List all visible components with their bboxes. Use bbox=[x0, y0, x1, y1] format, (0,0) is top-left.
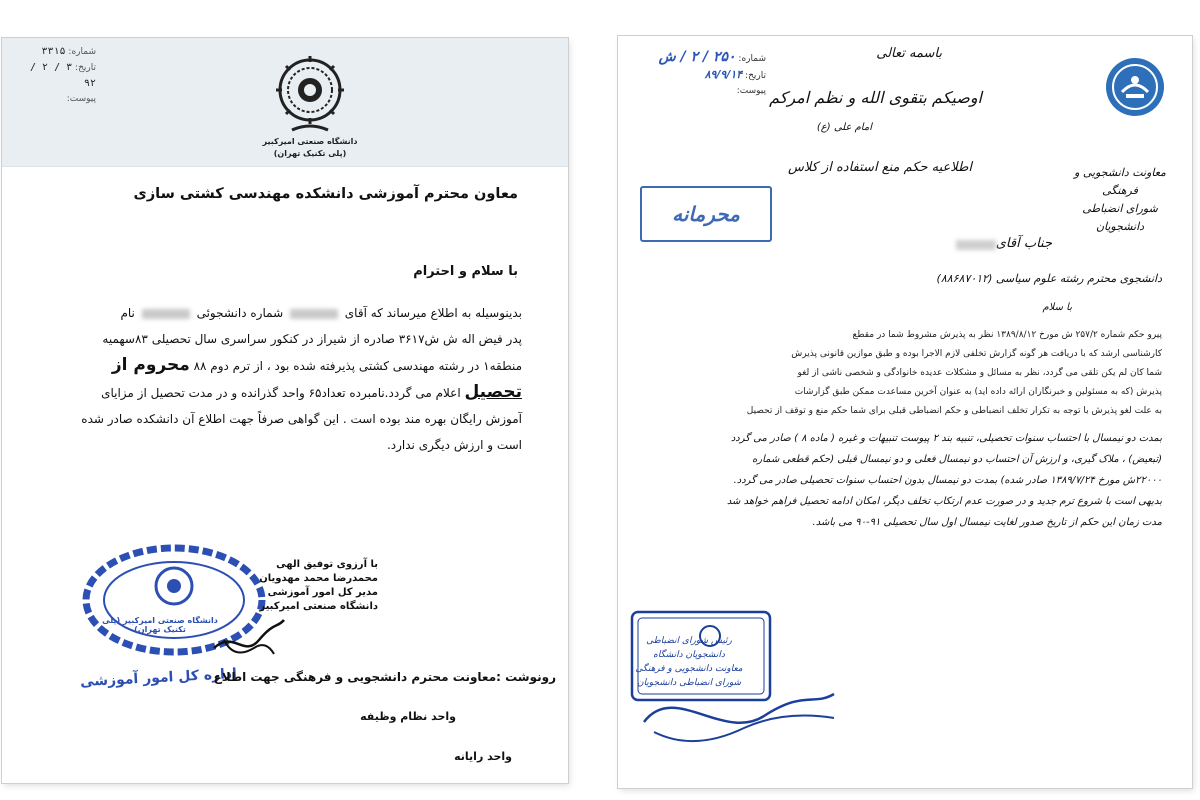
header-bismillah: باسمه تعالی bbox=[876, 46, 942, 61]
letter-body bbox=[46, 300, 522, 458]
letter-meta bbox=[636, 50, 766, 99]
handwritten-line: ۲۲۰۰۰ش مورخ ۱۳۸۹/۷/۲۴ صادر شده) بمدت دو نیمسال بدون احتساب سنوات تحصیلی صادر می گردد. bbox=[733, 475, 1162, 486]
cc-title: رونوشت :معاونت محترم دانشجویی و فرهنگی جهت اطلاع bbox=[213, 670, 556, 684]
expelled-emphasis: محروم از bbox=[111, 355, 190, 375]
department-line: شورای انضباطی دانشجویان bbox=[1082, 202, 1158, 233]
cc-item: واحد نظام وظیفه bbox=[360, 710, 456, 723]
student-line: دانشجوی محترم رشته علوم سیاسی (۸۸۶۸۷۰۱۲) bbox=[936, 272, 1162, 285]
meta-date-label: تاریخ: bbox=[745, 71, 766, 81]
handwritten-line: مدت زمان این حکم از تاریخ صدور لغایت نیمسال اول سال تحصیلی ۹۱-۹۰ می باشد. bbox=[812, 517, 1162, 528]
right-letter bbox=[618, 36, 1192, 788]
handwritten-line: (تبعیض) ، ملاک گیری، و ارزش آن احتساب دو نیمسال فعلی و دو نیمسال قبلی (حکم قطعی شماره bbox=[752, 454, 1162, 465]
handwritten-line: بدیهی است با شروع ترم جدید و در صورت عدم ارتکاب تخلف دیگر، امکان ادامه تحصیل فراهم خواهد شد bbox=[726, 496, 1162, 507]
cc-item: واحد رایانه bbox=[454, 750, 512, 763]
left-letter bbox=[2, 38, 568, 783]
typed-line: شما کان لم یکن تلقی می گردد، نظر به مسائل و مشکلات عدیده خانوادگی و شخصی ناشی از لغو bbox=[797, 368, 1162, 378]
body-text: شماره دانشجوئی bbox=[196, 306, 284, 320]
body-text: نام bbox=[120, 306, 135, 320]
greeting: با سلام و احترام bbox=[413, 264, 518, 279]
body-line-5: آموزش رایگان بهره مند بوده است . این گواهی صرفاً جهت اطلاع آن دانشکده صادر شده bbox=[81, 412, 522, 426]
ref-number-label: شماره: bbox=[68, 47, 96, 57]
meta-date: ۸۹/۹/۱۴ bbox=[704, 68, 743, 81]
ref-number: ۳۳۱۵ bbox=[41, 46, 66, 57]
letter-body-typed bbox=[642, 326, 1162, 421]
stamp-ring-text: دانشگاه صنعتی امیرکبیر (پلی تکنیک تهران) bbox=[102, 616, 218, 634]
signature-line: مدیر کل امور آموزشی bbox=[267, 587, 378, 598]
body-text: اعلام می گردد.نامبرده تعداد۶۵ واحد گذرانده و در مدت تحصیل از مزایای bbox=[101, 386, 461, 400]
body-line-1 bbox=[46, 300, 522, 326]
header-quote-source: امام علی (ع) bbox=[816, 122, 872, 133]
stamp-line: شورای انضباطی دانشجویان bbox=[636, 678, 742, 688]
handwritten-line: بمدت دو نیمسال با احتساب سنوات تحصیلی، تنبیه بند ۲ پیوست تنبیهات و غیره ( ماده ۸ ) صادر می گردد bbox=[730, 433, 1162, 444]
ref-date: ۳ / ۲ /۹۲ bbox=[30, 62, 96, 89]
body-line-6: است و ارزش دیگری ندارد. bbox=[386, 438, 522, 452]
body-line-2: پدر فیض اله ش ش۳۶۱۷ صادره از شیراز در کنکور سراسری سال تحصیلی ۸۳سهمیه bbox=[102, 332, 522, 346]
university-subtitle: (پلی تکنیک تهران) bbox=[273, 149, 347, 158]
ref-date-label: تاریخ: bbox=[75, 63, 96, 73]
letter-body-handwritten bbox=[642, 428, 1162, 533]
signature-line: محمدرضا محمد مهدویان bbox=[259, 573, 378, 584]
body-text: بدینوسیله به اطلاع میرساند که آقای bbox=[344, 306, 522, 320]
typed-line: به علت لغو پذیرش با توجه به تکرار تخلف انضباطی و حکم انضباطی قبلی برای شما حکم منع و توقف از تحصیل bbox=[746, 406, 1162, 416]
confidential-stamp: محرمانه bbox=[640, 186, 772, 242]
salutation: با سلام bbox=[1042, 302, 1072, 313]
ref-attach-label: پیوست: bbox=[66, 94, 96, 104]
stamp-text bbox=[634, 634, 744, 690]
typed-line: کارشناسی ارشد که با دریافت هر گونه گزارش تخلفی لازم الاجرا بوده و طبق موازین قانونی پذیرش bbox=[791, 349, 1162, 359]
typed-line: پذیرش (که به مسئولین و خبرنگاران ارائه داده اید) به عنوان آخرین مساعدت ممکن طبق گزارشات bbox=[794, 387, 1162, 397]
redacted-name bbox=[290, 309, 338, 319]
department-line: معاونت دانشجویی و فرهنگی bbox=[1074, 166, 1166, 197]
university-of-tehran-logo-icon bbox=[1104, 56, 1166, 118]
recipient-heading: معاون محترم آموزشی دانشکده مهندسی کشتی سازی bbox=[133, 186, 518, 202]
education-emphasis: تحصیل bbox=[464, 382, 522, 402]
stamp-line: معاونت دانشجویی و فرهنگی bbox=[635, 664, 743, 674]
university-name bbox=[252, 136, 368, 160]
redacted-recipient bbox=[956, 240, 996, 250]
signature-line: دانشگاه صنعتی امیرکبیر bbox=[259, 601, 378, 612]
header-quote: اوصیکم بتقوی الله و نظم امرکم bbox=[769, 88, 982, 107]
meta-number: ۲۵۰ / ۲ / ش bbox=[658, 49, 736, 65]
signature-line: با آرزوی توفیق الهی bbox=[276, 559, 378, 570]
university-name-text: دانشگاه صنعتی امیرکبیر bbox=[262, 137, 358, 146]
stamp-line: رئیس شورای انضباطی دانشجویان دانشگاه bbox=[646, 636, 732, 660]
letter-subject: اطلاعیه حکم منع استفاده از کلاس bbox=[788, 160, 972, 175]
redacted-id bbox=[142, 309, 190, 319]
department-name bbox=[1070, 164, 1170, 236]
body-text: منطقه۱ در رشته مهندسی کشتی پذیرفته شده بود ، از ترم دوم ۸۸ bbox=[193, 359, 522, 373]
stamp-caption: اداره کل امور آموزشی bbox=[79, 665, 238, 691]
recipient: جناب آقای bbox=[995, 236, 1052, 251]
body-line-4 bbox=[46, 379, 522, 406]
body-line-3 bbox=[46, 352, 522, 379]
meta-attach-label: پیوست: bbox=[736, 86, 766, 96]
university-emblem-icon bbox=[270, 54, 350, 136]
typed-line: پیرو حکم شماره ۲۵۷/۲ ش مورخ ۱۳۸۹/۸/۱۲ نظر به پذیرش مشروط شما در مقطع bbox=[852, 330, 1162, 340]
signature-block bbox=[208, 558, 378, 614]
meta-number-label: شماره: bbox=[738, 54, 766, 64]
reference-box bbox=[30, 44, 96, 107]
